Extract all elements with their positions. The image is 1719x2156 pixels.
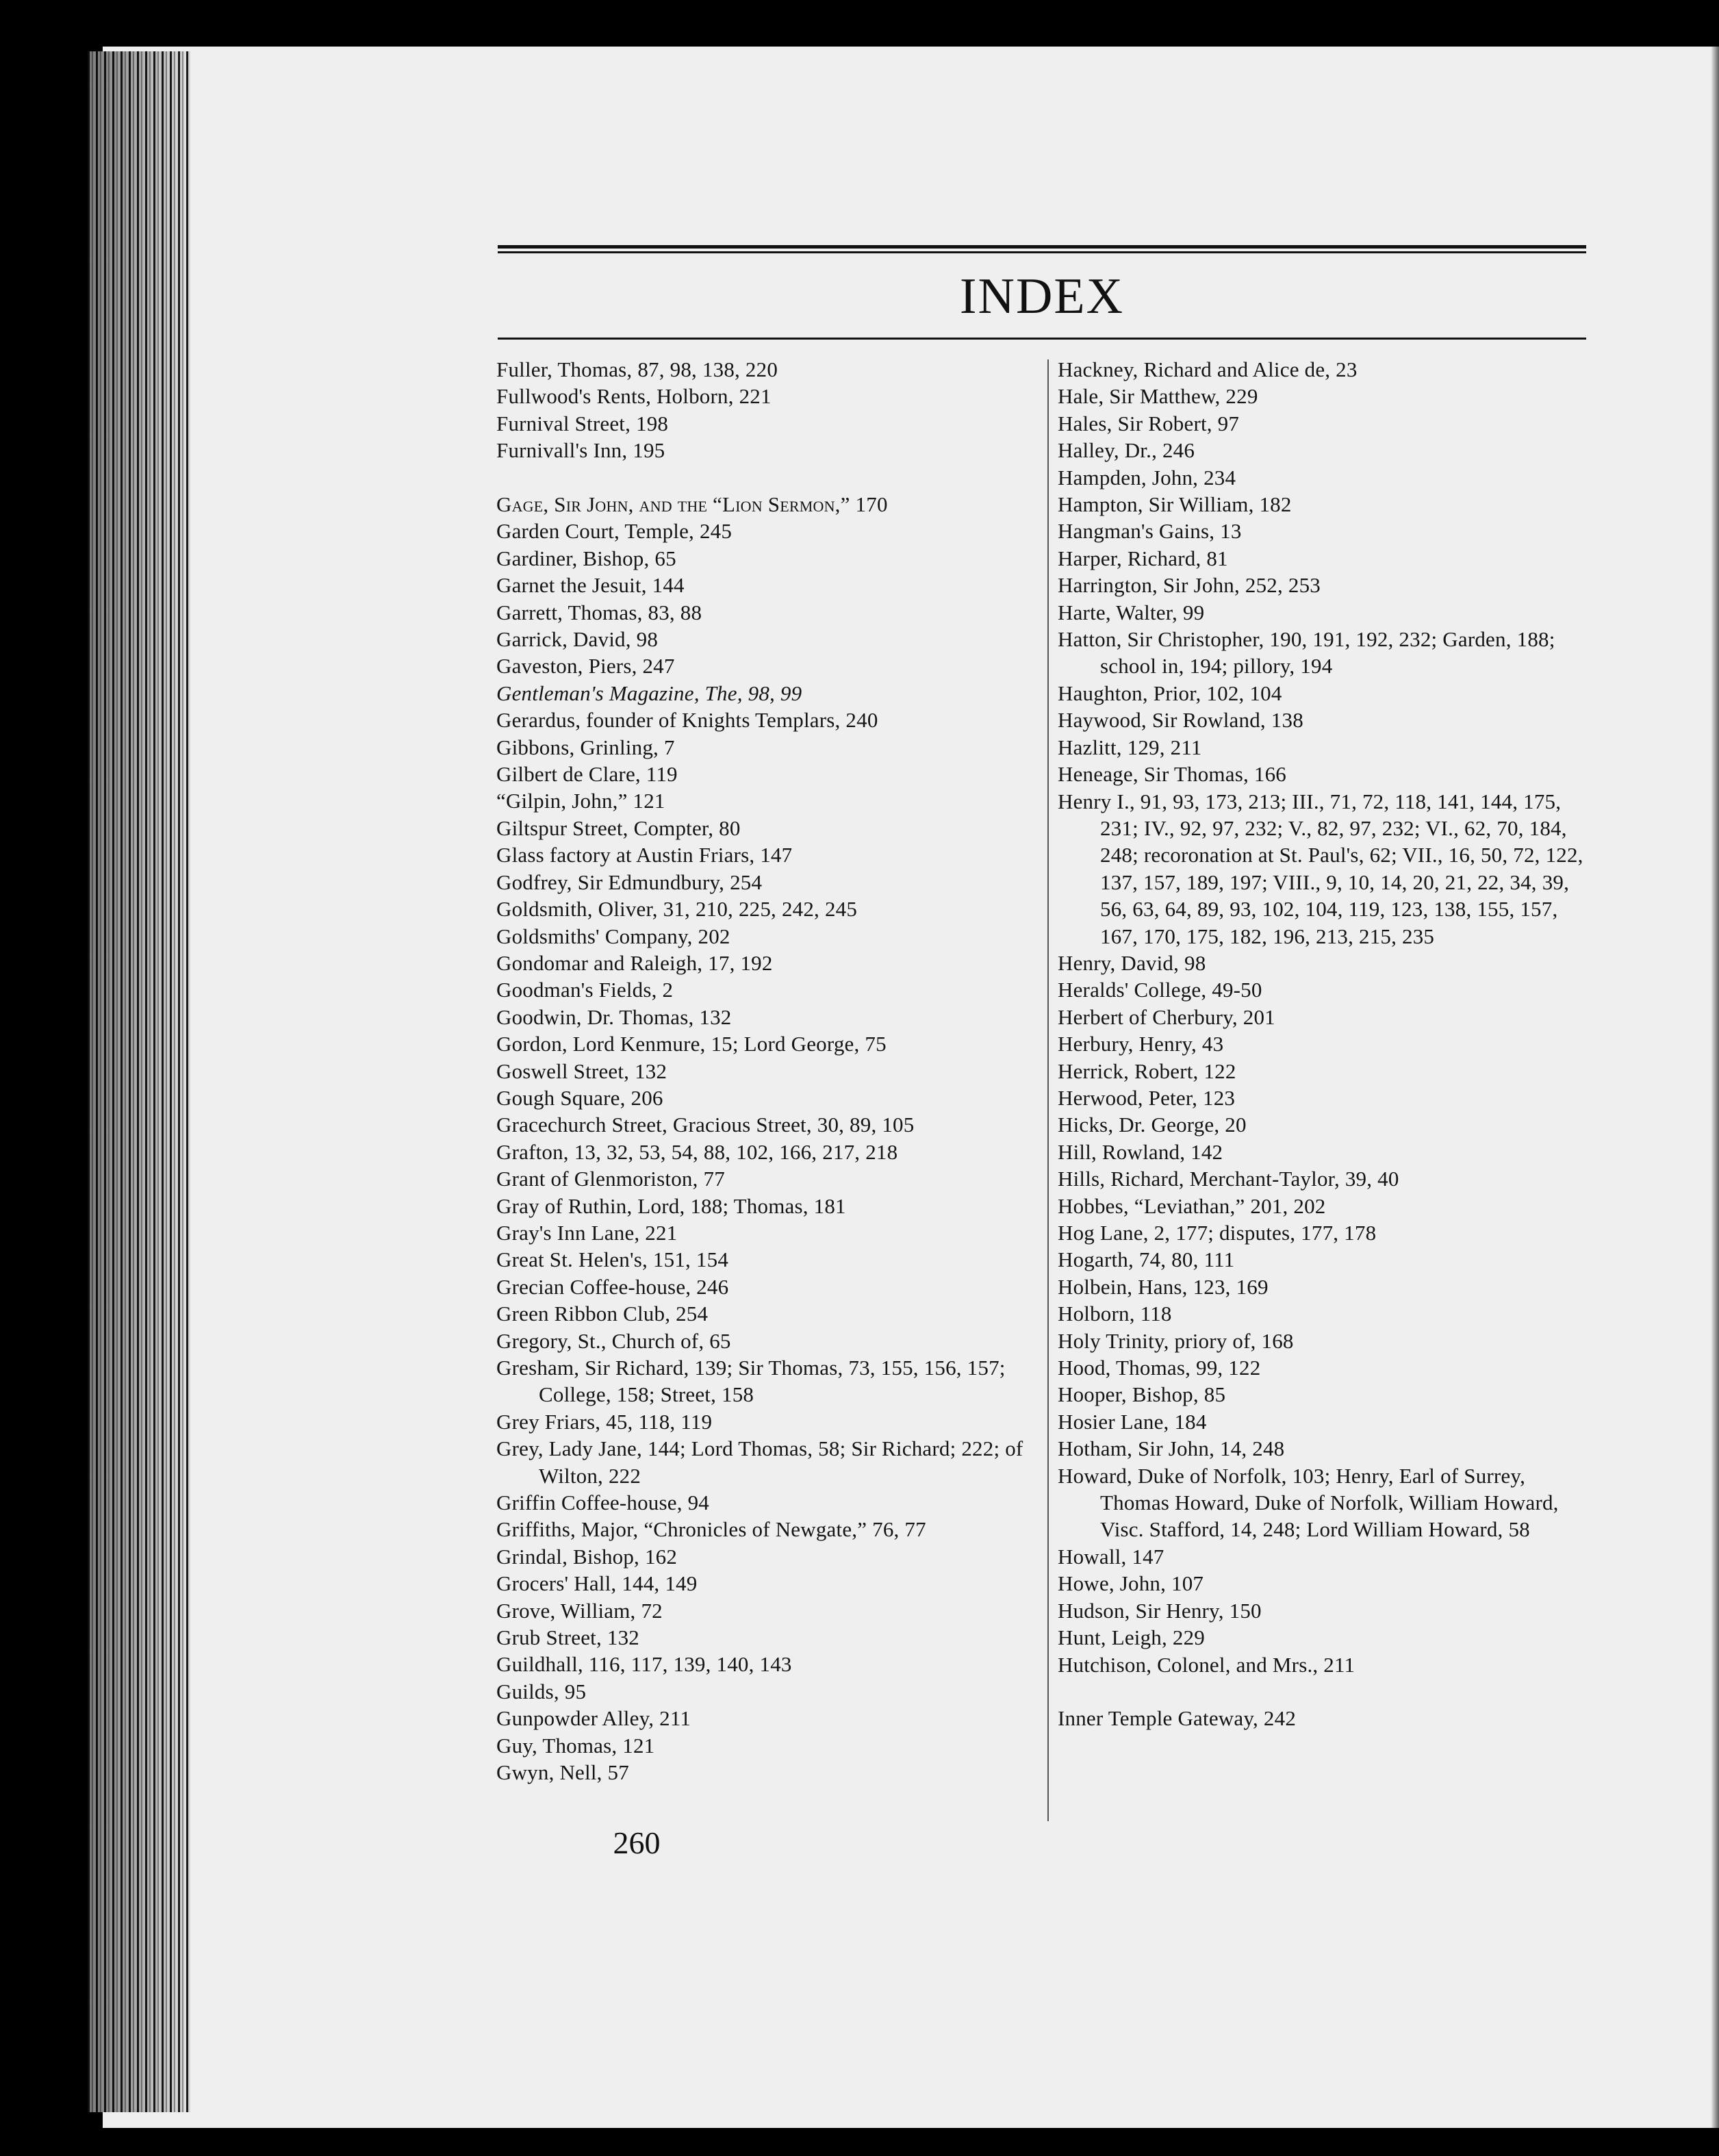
- index-entry: Hutchison, Colonel, and Mrs., 211: [1058, 1652, 1355, 1677]
- index-entry: Gage, Sir John, and the “Lion Sermon,” 170: [496, 492, 888, 517]
- index-entry: Grecian Coffee-house, 246: [496, 1274, 729, 1299]
- index-entry: Grindal, Bishop, 162: [496, 1544, 678, 1569]
- index-entry: Gibbons, Grinling, 7: [496, 735, 675, 759]
- index-entry: Heralds' College, 49-50: [1058, 978, 1262, 1002]
- header-rule: [498, 338, 1586, 340]
- index-entry: Gaveston, Piers, 247: [496, 654, 675, 678]
- index-entry: Gentleman's Magazine, The, 98, 99: [496, 681, 802, 705]
- index-entry: Harper, Richard, 81: [1058, 546, 1228, 570]
- index-entry: Gray of Ruthin, Lord, 188; Thomas, 181: [496, 1193, 846, 1218]
- index-entry: Grove, William, 72: [496, 1598, 663, 1623]
- index-entry: Giltspur Street, Compter, 80: [496, 815, 741, 840]
- index-entry: Gracechurch Street, Gracious Street, 30, 89, 105: [496, 1113, 915, 1137]
- section-gap: [1058, 1678, 1599, 1705]
- index-entry: Henry, David, 98: [1058, 950, 1206, 975]
- index-entry: Heneage, Sir Thomas, 166: [1058, 762, 1286, 787]
- index-entry: Haughton, Prior, 102, 104: [1058, 681, 1282, 705]
- index-entry: Guy, Thomas, 121: [496, 1733, 655, 1758]
- index-entry: Hogarth, 74, 80, 111: [1058, 1247, 1235, 1272]
- page-edges-shadow: [88, 51, 190, 2112]
- index-entry: Grant of Glenmoriston, 77: [496, 1167, 725, 1191]
- index-entry: Hog Lane, 2, 177; disputes, 177, 178: [1058, 1221, 1377, 1245]
- section-gap: [496, 464, 1037, 491]
- index-entry: Gardiner, Bishop, 65: [496, 546, 676, 570]
- index-entry: Howall, 147: [1058, 1544, 1164, 1569]
- index-entry: Gerardus, founder of Knights Templars, 240: [496, 708, 878, 733]
- index-entry: Harte, Walter, 99: [1058, 600, 1205, 624]
- index-entry: Gray's Inn Lane, 221: [496, 1220, 678, 1245]
- index-entry: Grafton, 13, 32, 53, 54, 88, 102, 166, 217, 218: [496, 1139, 898, 1164]
- index-entry: Hangman's Gains, 13: [1058, 519, 1242, 544]
- index-entry: Grocers' Hall, 144, 149: [496, 1571, 698, 1596]
- index-entry: Goswell Street, 132: [496, 1058, 667, 1083]
- index-entry: Goodman's Fields, 2: [496, 978, 674, 1002]
- index-entry: Great St. Helen's, 151, 154: [496, 1247, 729, 1272]
- index-entry: Hatton, Sir Christopher, 190, 191, 192, 232; Garden, 188; school in, 194; pillory, 194: [1058, 627, 1555, 678]
- index-entry: Furnivall's Inn, 195: [496, 438, 665, 463]
- index-entry: Howard, Duke of Norfolk, 103; Henry, Earl of Surrey, Thomas Howard, Duke of Norfolk, William Howard, Visc. Stafford, 14, 248; Lord William Howard, 58: [1058, 1463, 1559, 1542]
- index-entry: Goldsmiths' Company, 202: [496, 924, 730, 948]
- index-entry: Herbert of Cherbury, 201: [1058, 1004, 1275, 1029]
- index-entry: Goodwin, Dr. Thomas, 132: [496, 1004, 732, 1029]
- index-entry: “Gilpin, John,” 121: [496, 789, 665, 813]
- index-entry: Hotham, Sir John, 14, 248: [1058, 1436, 1285, 1461]
- index-entry: Gilbert de Clare, 119: [496, 762, 678, 787]
- index-entry: Hosier Lane, 184: [1058, 1409, 1207, 1434]
- index-entry: Griffin Coffee-house, 94: [496, 1491, 710, 1515]
- index-entry: Halley, Dr., 246: [1058, 438, 1195, 463]
- index-entry: Gondomar and Raleigh, 17, 192: [496, 950, 773, 975]
- index-entry: Hills, Richard, Merchant-Taylor, 39, 40: [1058, 1167, 1399, 1191]
- index-entry: Hazlitt, 129, 211: [1058, 735, 1202, 759]
- index-entry: Hale, Sir Matthew, 229: [1058, 384, 1258, 409]
- index-entry: Grey, Lady Jane, 144; Lord Thomas, 58; Sir Richard; 222; of Wilton, 222: [496, 1436, 1023, 1488]
- index-entry: Herwood, Peter, 123: [1058, 1085, 1236, 1110]
- index-entry: Herbury, Henry, 43: [1058, 1032, 1224, 1056]
- index-entry: Holy Trinity, priory of, 168: [1058, 1328, 1294, 1353]
- index-entry: Hood, Thomas, 99, 122: [1058, 1356, 1261, 1380]
- index-entry: Howe, John, 107: [1058, 1571, 1204, 1596]
- index-entry: Grey Friars, 45, 118, 119: [496, 1409, 713, 1434]
- index-entry: Holborn, 118: [1058, 1302, 1172, 1326]
- index-entry: Haywood, Sir Rowland, 138: [1058, 708, 1303, 733]
- index-entry: Fuller, Thomas, 87, 98, 138, 220: [496, 357, 778, 381]
- index-entry: Fullwood's Rents, Holborn, 221: [496, 384, 772, 409]
- index-entry: Hampden, John, 234: [1058, 465, 1236, 490]
- index-entry: Glass factory at Austin Friars, 147: [496, 843, 793, 867]
- index-entry: Garden Court, Temple, 245: [496, 519, 733, 544]
- header-double-rule: [498, 245, 1586, 253]
- index-entry: Goldsmith, Oliver, 31, 210, 225, 242, 245: [496, 897, 858, 922]
- index-column-right: [1058, 356, 1599, 1732]
- index-entry: Hudson, Sir Henry, 150: [1058, 1598, 1262, 1623]
- index-entry: Inner Temple Gateway, 242: [1058, 1706, 1297, 1731]
- index-entry: Hooper, Bishop, 85: [1058, 1382, 1226, 1407]
- index-entry: Hicks, Dr. George, 20: [1058, 1113, 1247, 1137]
- index-entry: Garrick, David, 98: [496, 627, 659, 652]
- index-entry: Hobbes, “Leviathan,” 201, 202: [1058, 1193, 1326, 1218]
- page-title: INDEX: [959, 268, 1125, 325]
- index-entry: Green Ribbon Club, 254: [496, 1302, 709, 1326]
- page-right-shadow: [1711, 47, 1719, 2128]
- index-entry: Guilds, 95: [496, 1679, 587, 1703]
- index-entry: Herrick, Robert, 122: [1058, 1058, 1236, 1083]
- index-entry: Hales, Sir Robert, 97: [1058, 411, 1240, 435]
- index-entry: Hackney, Richard and Alice de, 23: [1058, 357, 1358, 381]
- index-entry: Gregory, St., Church of, 65: [496, 1328, 731, 1353]
- index-entry: Garnet the Jesuit, 144: [496, 573, 685, 598]
- index-entry: Godfrey, Sir Edmundbury, 254: [496, 870, 763, 894]
- index-entry: Guildhall, 116, 117, 139, 140, 143: [496, 1652, 792, 1677]
- index-entry: Gordon, Lord Kenmure, 15; Lord George, 75: [496, 1032, 887, 1056]
- index-entry: Furnival Street, 198: [496, 411, 669, 435]
- index-entry: Gresham, Sir Richard, 139; Sir Thomas, 73, 155, 156, 157; College, 158; Street, 158: [496, 1356, 1006, 1407]
- index-entry: Gough Square, 206: [496, 1085, 663, 1110]
- index-entry: Garrett, Thomas, 83, 88: [496, 600, 702, 624]
- index-column-left: [496, 356, 1037, 1786]
- index-entry: Holbein, Hans, 123, 169: [1058, 1274, 1269, 1299]
- index-entry: Harrington, Sir John, 252, 253: [1058, 573, 1321, 598]
- index-entry: Gunpowder Alley, 211: [496, 1706, 691, 1731]
- page-number: 260: [613, 1825, 661, 1860]
- index-entry: Grub Street, 132: [496, 1625, 639, 1650]
- index-entry: Hill, Rowland, 142: [1058, 1139, 1223, 1164]
- column-divider: [1047, 359, 1049, 1821]
- index-entry: Griffiths, Major, “Chronicles of Newgate,” 76, 77: [496, 1517, 926, 1542]
- index-entry: Gwyn, Nell, 57: [496, 1760, 629, 1785]
- index-entry: Hunt, Leigh, 229: [1058, 1625, 1206, 1650]
- index-entry: Hampton, Sir William, 182: [1058, 492, 1292, 517]
- index-entry: Henry I., 91, 93, 173, 213; III., 71, 72, 118, 141, 144, 175, 231; IV., 92, 97, 232; V., 82, 97, 232; VI., 62, 70, 184, 248; recoronation at St. Paul's, 62; VII., 16, 50, 72, 122, 137, 157, 189, 197; VIII., 9, 10, 14, 20, 21, 22, 34, 39, 56, 63, 64, 89, 93, 102, 104, 119, 123, 138, 155, 157, 167, 170, 175, 182, 196, 213, 215, 235: [1058, 789, 1583, 948]
